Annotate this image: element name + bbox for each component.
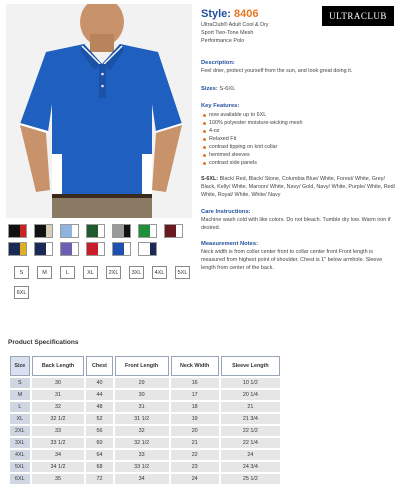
spec-value-cell: 33 1/2: [115, 462, 169, 472]
swatch-row-1: [8, 224, 194, 238]
measurement-text: Neck width is from collar center front to collar center front Front length is measured from highest point of shoulder. Chest is 1" below armhole. Sleeve length from center of the back.: [201, 249, 383, 271]
measurement-heading: Measurement Notes:: [201, 241, 259, 247]
spec-value-cell: 68: [86, 462, 112, 472]
spec-value-cell: 52: [86, 414, 112, 424]
color-swatch-kelly-white[interactable]: [138, 224, 157, 238]
spec-size-cell: XL: [10, 414, 30, 424]
spec-value-cell: 22 1/4: [221, 438, 280, 448]
feature-item: hemmed sleeves: [201, 151, 397, 159]
brand-logo: ULTRACLUB: [322, 6, 394, 26]
spec-title: Product Specifications: [8, 339, 79, 346]
spec-value-cell: 35: [32, 474, 85, 484]
product-info: [201, 8, 397, 272]
spec-value-cell: 44: [86, 390, 112, 400]
spec-value-cell: 22: [171, 450, 219, 460]
swatch-accent: [124, 225, 130, 237]
feature-item: 100% polyester moisture-wicking mesh: [201, 119, 397, 127]
table-row: [10, 426, 280, 436]
description-heading: Description:: [201, 60, 235, 66]
color-swatch-navy-gold[interactable]: [8, 242, 27, 256]
spec-size-cell: M: [10, 390, 30, 400]
spec-value-cell: 24 3/4: [221, 462, 280, 472]
table-row: [10, 390, 280, 400]
size-button-3xl[interactable]: 3XL: [129, 266, 144, 279]
swatch-accent: [20, 243, 26, 255]
spec-value-cell: 16: [171, 378, 219, 388]
color-swatch-black-stone[interactable]: [34, 224, 53, 238]
care-text: Machine wash cold with like colors. Do not bleach. Tumble dry low. Warm iron if desired.: [201, 217, 391, 231]
spec-value-cell: 23: [171, 462, 219, 472]
spec-size-cell: 5XL: [10, 462, 30, 472]
spec-header-cell: Sleeve Length: [221, 356, 280, 376]
color-swatch-columbia-blue-white[interactable]: [60, 224, 79, 238]
swatch-accent: [20, 225, 26, 237]
sizes-heading: Sizes:: [201, 86, 218, 92]
table-row: [10, 462, 280, 472]
spec-value-cell: 22 1/2: [221, 426, 280, 436]
style-label: Style:: [201, 8, 231, 20]
spec-value-cell: 21: [221, 402, 280, 412]
product-name-line-1: UltraClub® Adult Cool & Dry: [201, 22, 269, 28]
swatch-row-2: [8, 242, 194, 256]
spec-size-cell: 4XL: [10, 450, 30, 460]
spec-value-cell: 19: [171, 414, 219, 424]
size-button-6xl[interactable]: 6XL: [14, 286, 29, 299]
description-text: Feel drier, protect yourself from the sun, and look great doing it.: [201, 68, 353, 74]
table-row: [10, 450, 280, 460]
feature-item: 4-oz: [201, 127, 397, 135]
spec-size-cell: S: [10, 378, 30, 388]
style-heading: [201, 8, 397, 20]
swatch-accent: [124, 243, 130, 255]
sizes-value: S-6XL: [219, 86, 236, 92]
product-name: [201, 21, 397, 45]
spec-value-cell: 56: [86, 426, 112, 436]
color-swatch-forest-white[interactable]: [86, 224, 105, 238]
care-heading: Care Instructions:: [201, 209, 251, 215]
spec-value-cell: 32 1/2: [32, 414, 85, 424]
spec-value-cell: 24: [221, 450, 280, 460]
spec-value-cell: 34: [115, 474, 169, 484]
table-row: [10, 474, 280, 484]
swatch-accent: [150, 225, 156, 237]
swatch-accent: [46, 225, 52, 237]
swatch-accent: [150, 243, 156, 255]
swatch-accent: [46, 243, 52, 255]
polo-shirt-illustration: [6, 4, 192, 218]
spec-value-cell: 34 1/2: [32, 462, 85, 472]
color-swatch-navy-white[interactable]: [34, 242, 53, 256]
spec-table-body: [10, 378, 280, 484]
spec-value-cell: 32: [115, 426, 169, 436]
color-swatch-grid: [8, 224, 194, 260]
spec-header-cell: Front Length: [115, 356, 169, 376]
swatch-accent: [72, 225, 78, 237]
spec-value-cell: 21: [171, 438, 219, 448]
spec-value-cell: 10 1/2: [221, 378, 280, 388]
spec-value-cell: 33: [32, 426, 85, 436]
table-row: [10, 402, 280, 412]
spec-value-cell: 32 1/2: [115, 438, 169, 448]
spec-value-cell: 40: [86, 378, 112, 388]
spec-value-cell: 20 1/4: [221, 390, 280, 400]
spec-value-cell: 31: [115, 402, 169, 412]
spec-value-cell: 17: [171, 390, 219, 400]
spec-header-cell: Back Length: [32, 356, 85, 376]
table-row: [10, 378, 280, 388]
color-swatch-red-white[interactable]: [86, 242, 105, 256]
feature-item: contrast side panels: [201, 159, 397, 167]
spec-value-cell: 64: [86, 450, 112, 460]
style-number: 8406: [234, 8, 259, 20]
spec-value-cell: 29: [115, 378, 169, 388]
feature-item: Relaxed Fit: [201, 135, 397, 143]
spec-value-cell: 72: [86, 474, 112, 484]
spec-value-cell: 30: [32, 378, 85, 388]
spec-value-cell: 20: [171, 426, 219, 436]
spec-value-cell: 33 1/2: [32, 438, 85, 448]
colors-text: [201, 175, 397, 199]
spec-header-cell: Chest: [86, 356, 112, 376]
product-name-line-3: Performance Polo: [201, 38, 245, 44]
size-button-5xl[interactable]: 5XL: [175, 266, 190, 279]
feature-item: contrast tipping on knit collar: [201, 143, 397, 151]
spec-value-cell: 48: [86, 402, 112, 412]
table-row: [10, 414, 280, 424]
size-button-s[interactable]: S: [14, 266, 29, 279]
spec-value-cell: 24: [171, 474, 219, 484]
spec-size-cell: 3XL: [10, 438, 30, 448]
color-swatch-purple-white[interactable]: [60, 242, 79, 256]
size-button-2xl[interactable]: 2XL: [106, 266, 121, 279]
features-list: [201, 111, 397, 167]
table-row: [10, 438, 280, 448]
swatch-accent: [98, 243, 104, 255]
swatch-accent: [176, 225, 182, 237]
spec-value-cell: 25 1/2: [221, 474, 280, 484]
spec-value-cell: 21 3/4: [221, 414, 280, 424]
spec-size-cell: 2XL: [10, 426, 30, 436]
spec-value-cell: 60: [86, 438, 112, 448]
spec-size-cell: 6XL: [10, 474, 30, 484]
feature-item: now available up to 6XL: [201, 111, 397, 119]
sizes-summary: [201, 85, 397, 93]
spec-value-cell: 31 1/2: [115, 414, 169, 424]
spec-size-cell: L: [10, 402, 30, 412]
product-photo: [6, 4, 192, 218]
spec-value-cell: 32: [32, 402, 85, 412]
size-button-m[interactable]: M: [37, 266, 52, 279]
color-swatch-grey-black[interactable]: [112, 224, 131, 238]
color-swatch-maroon-white[interactable]: [164, 224, 183, 238]
size-button-4xl[interactable]: 4XL: [152, 266, 167, 279]
size-button-l[interactable]: L: [60, 266, 75, 279]
product-name-line-2: Sport Two-Tone Mesh: [201, 30, 254, 36]
swatch-accent: [98, 225, 104, 237]
colors-list: Black/ Red, Black/ Stone, Columbia Blue/ White, Forest/ White, Grey/ Black, Kelly/ White, Maroon/ White, Navy/ Gold, Navy/ White, Purple/ White, Red/ White, Royal/ White, White/ Navy: [201, 176, 396, 198]
spec-value-cell: 34: [32, 450, 85, 460]
spec-value-cell: 30: [115, 390, 169, 400]
color-swatch-white-navy[interactable]: [138, 242, 157, 256]
size-selector: [14, 266, 196, 299]
spec-value-cell: 18: [171, 402, 219, 412]
spec-value-cell: 31: [32, 390, 85, 400]
features-heading: Key Features:: [201, 103, 240, 109]
spec-value-cell: 33: [115, 450, 169, 460]
spec-header-cell: Size: [10, 356, 30, 376]
color-swatch-black-red[interactable]: [8, 224, 27, 238]
size-button-xl[interactable]: XL: [83, 266, 98, 279]
spec-header-row: [10, 356, 280, 376]
swatch-accent: [72, 243, 78, 255]
spec-table: [8, 354, 282, 486]
color-swatch-royal-white[interactable]: [112, 242, 131, 256]
spec-header-cell: Neck Width: [171, 356, 219, 376]
colors-label: S-6XL:: [201, 176, 219, 182]
